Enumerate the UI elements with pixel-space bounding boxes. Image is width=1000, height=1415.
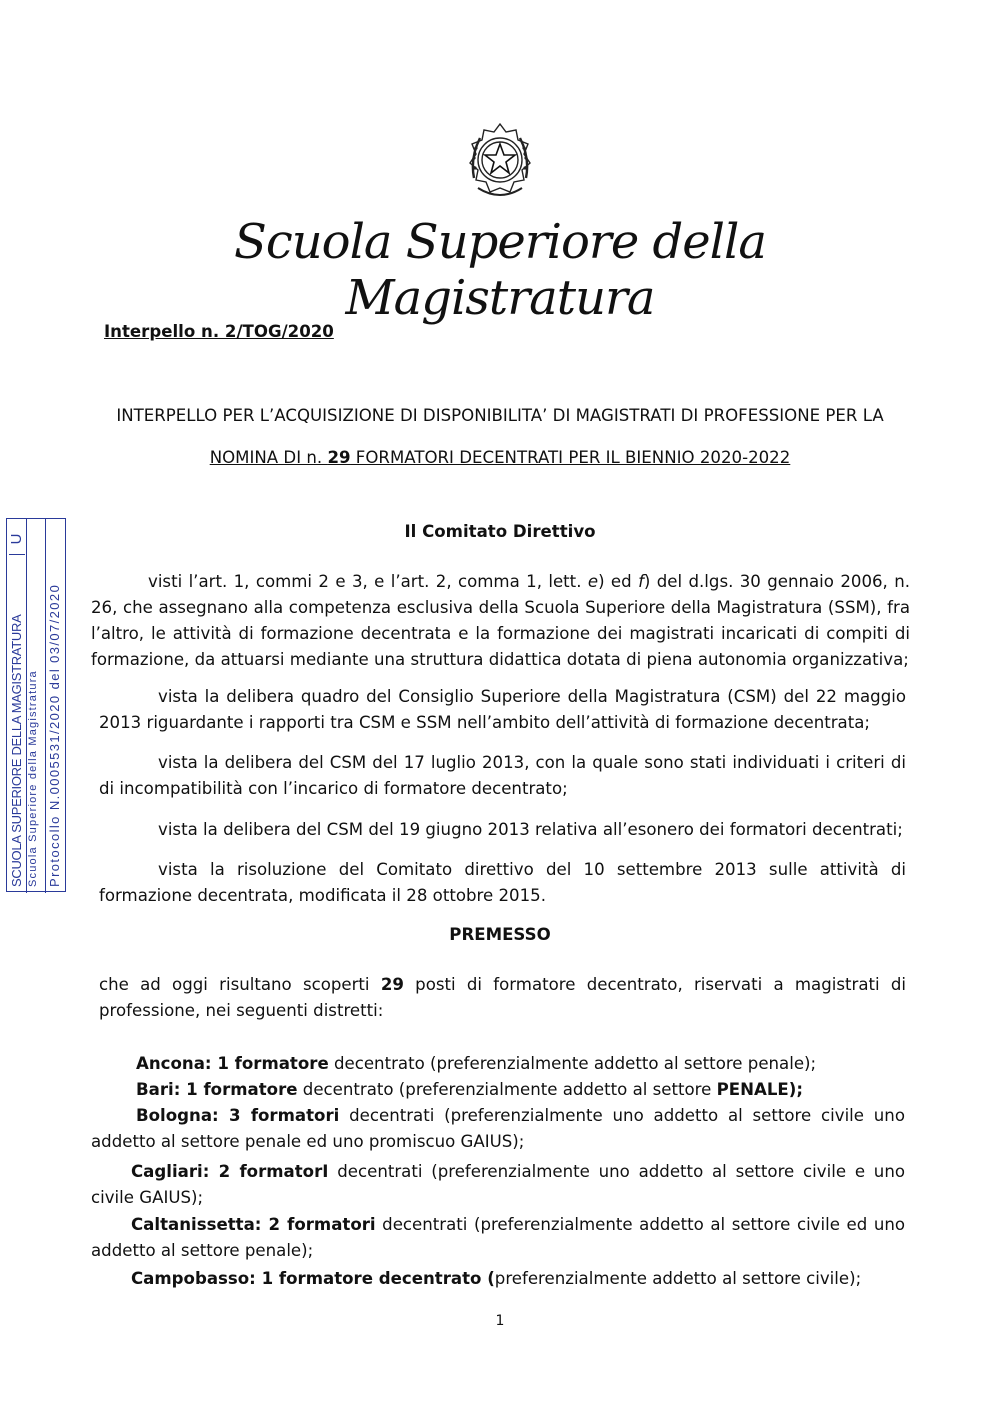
page-number: 1 [495,1313,505,1329]
stamp-protocol-number: Protocollo N.0005531/2020 del 03/07/2020 [47,583,62,887]
interpello-reference: Interpello n. 2/TOG/2020 [104,322,334,341]
paragraph-risoluzione: vista la risoluzione del Comitato direttivo del 10 settembre 2013 sulle attività di formazione decentrata, modificata il 28 ottobre 2015. [99,860,906,905]
premise-heading: PREMESSO [449,925,551,944]
school-title: Scuola Superiore della Magistratura [234,214,766,326]
protocol-stamp [6,518,66,892]
italian-republic-emblem-icon [460,118,540,204]
document-title-line-1: INTERPELLO PER L’ACQUISIZIONE DI DISPONIBILITA’ DI MAGISTRATI DI PROFESSIONE PER LA [116,406,884,425]
paragraph-delibera-luglio: vista la delibera del CSM del 17 luglio 2013, con la quale sono stati individuati i criteri di di incompatibilità con l’incarico di formatore decentrato; [99,753,906,798]
district-item: Bari: 1 formatore decentrato (preferenzialmente addetto al settore PENALE); [136,1080,803,1099]
paragraph-delibera-quadro: vista la delibera quadro del Consiglio Superiore della Magistratura (CSM) del 22 maggio 2013 riguardante i rapporti tra CSM e SSM nell’ambito dell’attività di formazione decentrata; [99,687,906,732]
document-title-line-2: NOMINA DI n. 29 FORMATORI DECENTRATI PER IL BIENNIO 2020-2022 [209,448,791,467]
stamp-code: U [9,524,25,555]
district-item: Caltanissetta: 2 formatori decentrati (preferenzialmente addetto al settore civile ed uno addetto al settore penale); [91,1215,906,1260]
committee-heading: Il Comitato Direttivo [404,522,596,541]
paragraph-delibera-giugno: vista la delibera del CSM del 19 giugno 2013 relativa all’esonero dei formatori decentrati; [158,820,903,839]
stamp-institution: SCUOLA SUPERIORE DELLA MAGISTRATURA [9,614,24,887]
paragraph-visti: visti l’art. 1, commi 2 e 3, e l’art. 2, comma 1, lett. e) ed f) del d.lgs. 30 gennaio 2006, n. 26, che assegnano alla competenza esclusiva della Scuola Superiore della Magistratura (SSM), fra l’altro, le attività di formazione decentrata e la formazione dei magistrati incaricati di compiti di formazione, da attuarsi mediante una struttura didattica dotata di piena autonomia organizzativa; [91,572,911,669]
district-item: Cagliari: 2 formatorI decentrati (preferenzialmente uno addetto al settore civile e uno civile GAIUS); [91,1162,905,1207]
stamp-office: Scuola Superiore della Magistratura [27,670,39,887]
district-item: Bologna: 3 formatori decentrati (preferenzialmente uno addetto al settore civile uno addetto al settore penale ed uno promiscuo GAIUS); [91,1106,905,1151]
district-item: Campobasso: 1 formatore decentrato (preferenzialmente addetto al settore civile); [131,1269,862,1288]
paragraph-premise: che ad oggi risultano scoperti 29 posti di formatore decentrato, riservati a magistrati di professione, nei seguenti distretti: [99,975,906,1020]
district-item: Ancona: 1 formatore decentrato (preferenzialmente addetto al settore penale); [136,1054,817,1073]
